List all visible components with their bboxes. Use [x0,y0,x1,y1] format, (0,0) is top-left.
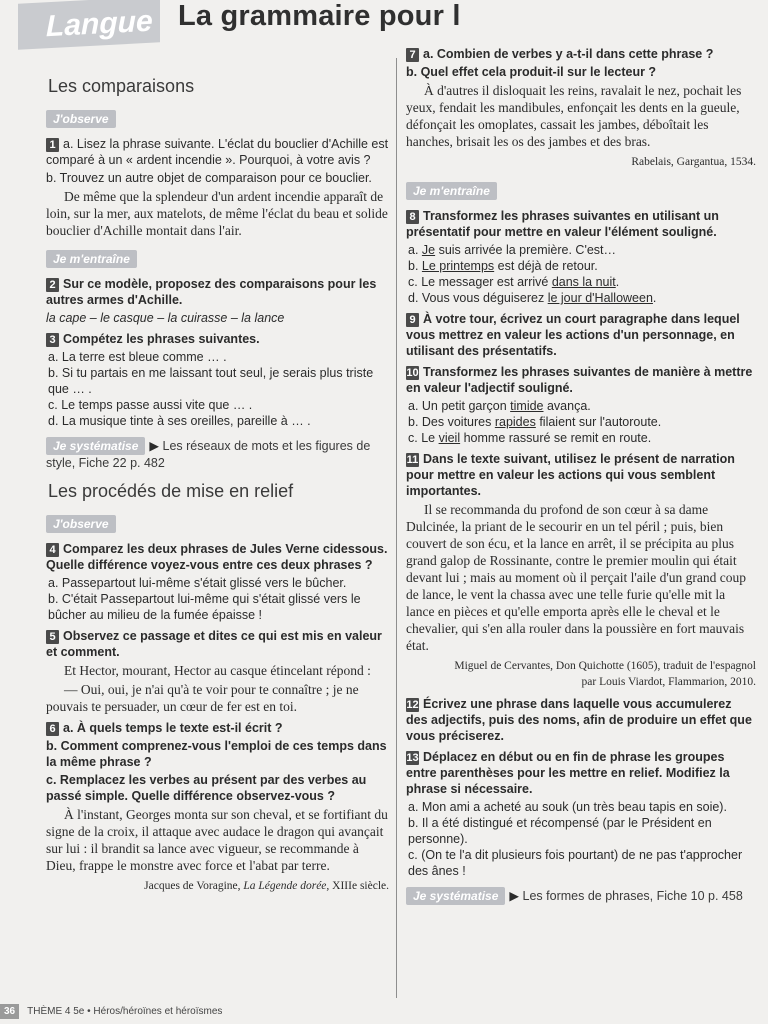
exercise-number: 11 [406,454,419,466]
list-item: a. Passepartout lui-même s'était glissé vers le bûcher. [48,576,347,590]
page-number: 36 [0,1004,19,1019]
exercise-number: 6 [46,722,59,736]
quote-credit: Jacques de Voragine, La Légende dorée, XIIIe siècle. [144,880,389,892]
exercise-number: 7 [406,48,419,62]
exercise-8 [406,208,756,306]
exercise-12 [406,696,756,744]
list-item: a. La terre est bleue comme … . [48,350,227,364]
exercise-text: c. Remplacez les verbes au présent par des verbes au passé simple. Quelle différence observez-vous ? [46,773,367,803]
quote-text: À d'autres il disloquait les reins, ravalait le nez, pochait les yeux, fendait les mandibules, enfonçait les dents en la gueule, défonçait les omoplates, cassait les jambes, déboîtait les hanches, brisait les os des jambes et des bras. [406,83,742,149]
exercise-text: Sur ce modèle, proposez des comparaisons pour les autres armes d'Achille. [46,277,377,307]
exercise-text: Comparez les deux phrases de Jules Verne cidessous. Quelle différence voyez-vous entre ces deux phrases ? [46,542,388,572]
right-column [404,44,756,907]
list-item: b. Le printemps est déjà de retour. [408,259,598,273]
list-item: a. Mon ami a acheté au souk (un très beau tapis en soie). [408,800,727,814]
quote-credit: Rabelais, Gargantua, 1534. [631,156,756,168]
tag-systematise: Je systématise [406,887,505,905]
exercise-number: 5 [46,630,59,644]
exercise-number: 1 [46,138,59,152]
exercise-text: Compétez les phrases suivantes. [63,332,260,346]
fiche-reference: Les réseaux de mots et les figures de style, Fiche 22 p. 482 [46,439,371,470]
list-item: a. Un petit garçon timide avança. [408,399,591,413]
exercise-3 [46,331,389,429]
left-column [44,78,389,900]
exercise-1 [46,136,389,239]
systematise-block [406,887,756,905]
systematise-block [46,437,389,471]
list-item: b. C'était Passepartout lui-même qui s'était glissé vers le bûcher au milieu de la fumée épaisse ! [48,592,361,622]
tag-entraine: Je m'entraîne [406,182,497,200]
section-badge: Langue [18,0,160,50]
exercise-text: Dans le texte suivant, utilisez le présent de narration pour mettre en valeur les actions qui vous semblent importantes. [406,452,735,498]
exercise-text: Déplacez en début ou en fin de phrase les groupes entre parenthèses pour les mettre en relief. Modifiez la phrase si nécessaire. [406,750,730,796]
quote-text: — Oui, oui, je n'ai qu'à te voir pour te connaître ; je ne pouvais te persuader, un cœur de fer est en toi. [46,682,359,714]
quote-text: Et Hector, mourant, Hector au casque étincelant répond : [64,663,371,678]
list-item: d. Vous vous déguiserez le jour d'Halloween. [408,291,657,305]
exercise-number: 2 [46,278,59,292]
list-item: a. Je suis arrivée la première. C'est… [408,243,617,257]
exercise-7 [406,46,756,170]
exercise-text: À votre tour, écrivez un court paragraphe dans lequel vous mettrez en valeur les actions d'un personnage, en utilisant des présentatifs. [406,312,740,358]
quote-credit: par Louis Viardot, Flammarion, 2010. [581,676,756,688]
exercise-4 [46,541,389,623]
list-item: d. La musique tinte à ses oreilles, pareille à … . [48,414,311,428]
exercise-13 [406,749,756,879]
list-item: c. (On te l'a dit plusieurs fois pourtant) de ne pas t'approcher des ânes ! [408,848,743,878]
exercise-text: a. Lisez la phrase suivante. L'éclat du bouclier d'Achille est comparé à un « ardent incendie ». Pourquoi, à votre avis ? [46,137,389,167]
tag-observe: J'observe [46,110,116,128]
exercise-2 [46,276,389,326]
exercise-text: b. Quel effet cela produit-il sur le lecteur ? [406,65,657,79]
quote-text: De même que la splendeur d'un ardent incendie apparaît de loin, sur la mer, aux matelots, de même l'éclat du beau et solide bouclier d'Achille montait dans l'air. [46,189,388,238]
arrow-right-icon: ▶ [149,439,160,453]
exercise-9 [406,311,756,359]
exercise-number: 3 [46,333,59,347]
footer-theme: THÈME 4 5e • Héros/héroïnes et héroïsmes [27,1006,223,1017]
exercise-10 [406,364,756,446]
list-item: c. Le vieil homme rassuré se remit en route. [408,431,652,445]
tag-systematise: Je systématise [46,437,145,455]
list-item: b. Des voitures rapides filaient sur l'autoroute. [408,415,662,429]
exercise-11 [406,451,756,690]
page-title: La grammaire pour l [178,0,461,32]
quote-credit: Miguel de Cervantes, Don Quichotte (1605), traduit de l'espagnol [454,660,756,672]
list-item: c. Le temps passe aussi vite que … . [48,398,253,412]
column-divider [396,58,397,998]
exercise-number: 4 [46,543,59,557]
fiche-reference: Les formes de phrases, Fiche 10 p. 458 [522,889,743,903]
exercise-number: 12 [406,699,419,711]
exercise-number: 9 [406,313,419,327]
list-item: c. Le messager est arrivé dans la nuit. [408,275,620,289]
section-title-comparaisons: Les comparaisons [48,76,195,96]
exercise-text: Observez ce passage et dites ce qui est mis en valeur et comment. [46,629,382,659]
exercise-text: b. Comment comprenez-vous l'emploi de ces temps dans la même phrase ? [46,739,387,769]
exercise-text: a. Combien de verbes y a-t-il dans cette phrase ? [423,47,714,61]
tag-entraine: Je m'entraîne [46,250,137,268]
exercise-text: b. Trouvez un autre objet de comparaison pour ce bouclier. [46,171,372,185]
quote-text: Il se recommanda du profond de son cœur à sa dame Dulcinée, la priant de le secourir en un tel péril ; puis, bien couvert de son écu, et la lance en arrêt, il se précipita au plus grand galop de Rossinante, contre le premier moulin qui était devant lui ; mais au moment où il perçait l'aile d'un grand coup de lance, le vent la chassa avec une telle furie qu'elle mit la lance en pièces et qu'elle emporta après elle le cheval et le chevalier, qui s'en alla rouler dans la poussière en fort mauvais état. [406,502,747,653]
exercise-text: Écrivez une phrase dans laquelle vous accumulerez des adjectifs, puis des noms, afin de produire un effet que vous préciserez. [406,697,752,743]
exercise-number: 10 [406,367,419,379]
exercise-6 [46,720,389,894]
page-footer [0,1004,300,1024]
list-item: b. Si tu partais en me laissant tout seul, je serais plus triste que … . [48,366,374,396]
exercise-text: Transformez les phrases suivantes de manière à mettre en valeur l'adjectif souligné. [406,365,753,395]
word-list: la cape – le casque – la cuirasse – la lance [46,311,285,325]
exercise-number: 8 [406,210,419,224]
exercise-number: 13 [406,752,419,764]
section-title-relief: Les procédés de mise en relief [48,481,294,501]
tag-observe: J'observe [46,515,116,533]
exercise-text: a. À quels temps le texte est-il écrit ? [63,721,283,735]
exercise-text: Transformez les phrases suivantes en utilisant un présentatif pour mettre en valeur l'élément souligné. [406,209,719,239]
list-item: b. Il a été distingué et récompensé (par le Président en personne). [408,816,712,846]
exercise-5 [46,628,389,715]
arrow-right-icon: ▶ [509,889,520,903]
quote-text: À l'instant, Georges monta sur son cheval, et se fortifiant du signe de la croix, il attaque avec audace le dragon qui avançait sur lui : il brandit sa lance avec vigueur, se recommande à Dieu, frappe le monstre avec force et l'abat par terre. [46,807,388,873]
